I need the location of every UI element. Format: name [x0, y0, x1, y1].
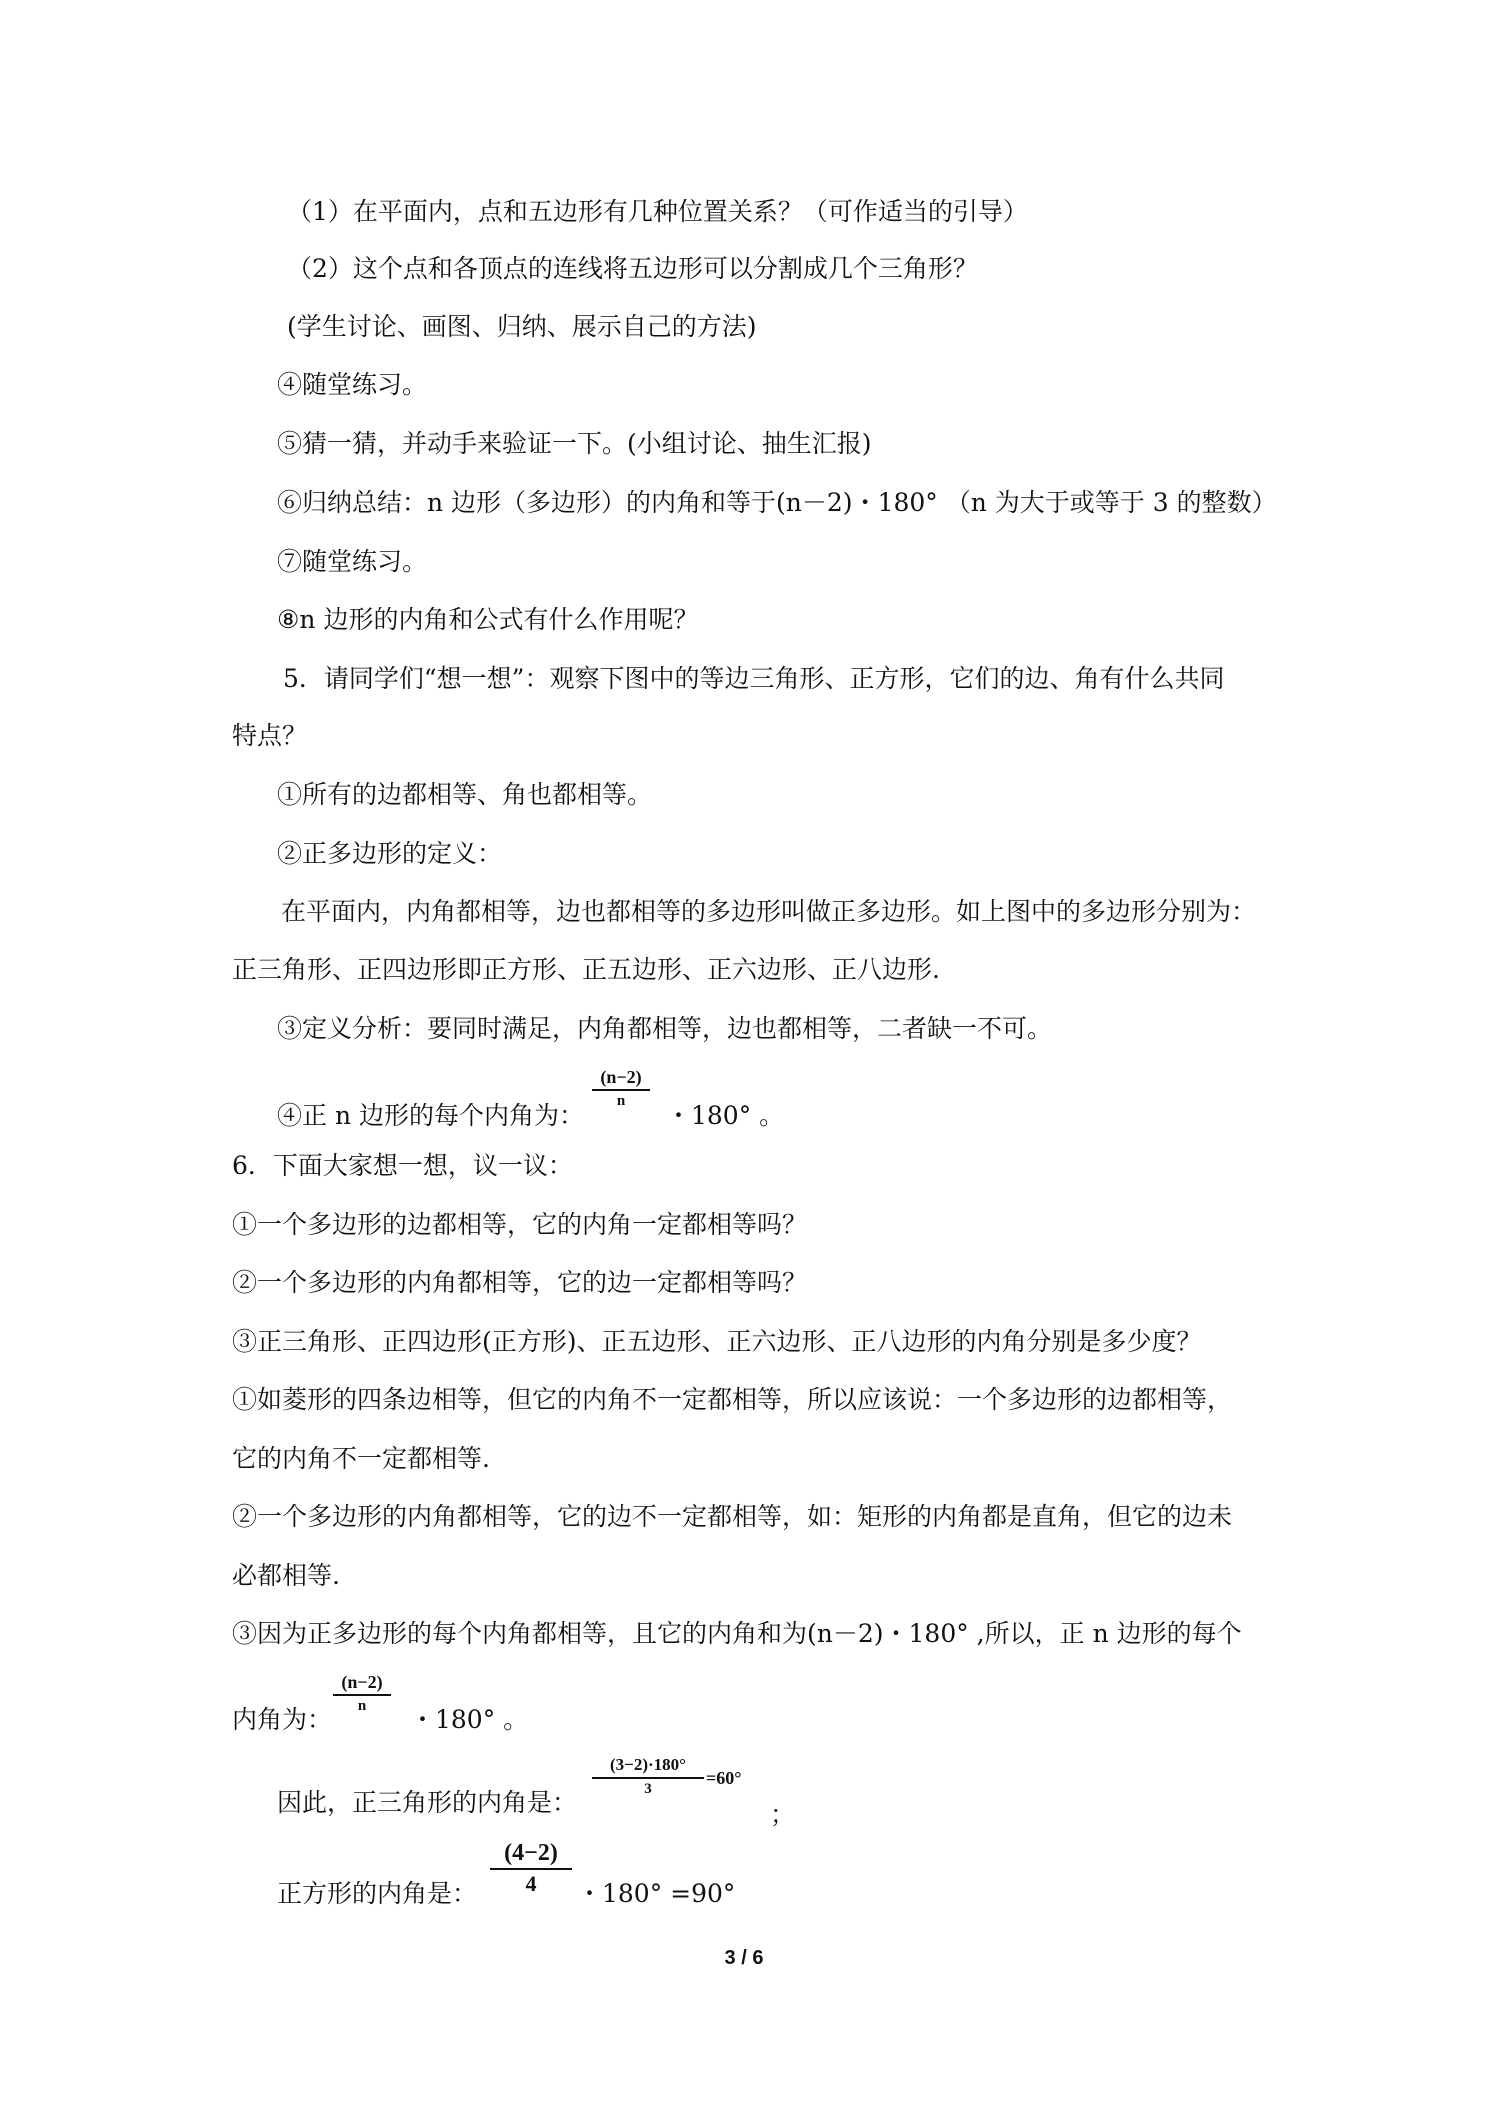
fraction-denominator: 3	[644, 1781, 652, 1797]
paragraph-line: ⑧n 边形的内角和公式有什么作用呢？	[277, 605, 699, 634]
paragraph-line: ⑤猜一猜，并动手来验证一下。(小组讨论、抽生汇报)	[277, 429, 872, 458]
paragraph-line: ④正 n 边形的每个内角为：	[277, 1101, 584, 1130]
paragraph-line: ③正三角形、正四边形(正方形)、正五边形、正六边形、正八边形的内角分别是多少度？	[232, 1327, 1202, 1356]
page-number: 3 / 6	[724, 1947, 764, 1969]
paragraph-line: 6．下面大家想一想，议一议：	[232, 1151, 573, 1180]
fraction-denominator: 4	[525, 1871, 537, 1896]
paragraph-line: ・180° 。	[410, 1705, 529, 1734]
paragraph-line: 必都相等.	[232, 1561, 340, 1590]
paragraph-line: 正方形的内角是：	[277, 1879, 478, 1908]
paragraph-line: ；	[770, 1800, 796, 1829]
fraction-denominator: n	[357, 1698, 367, 1714]
paragraph-line: 内角为：	[232, 1705, 333, 1734]
paragraph-line: 因此，正三角形的内角是：	[277, 1788, 578, 1817]
paragraph-line: ①所有的边都相等、角也都相等。	[277, 780, 653, 809]
paragraph-line: ・180° =90°	[577, 1879, 736, 1908]
paragraph-line: ③定义分析：要同时满足，内角都相等，边也都相等，二者缺一不可。	[277, 1014, 1053, 1043]
paragraph-line: ①如菱形的四条边相等，但它的内角不一定都相等，所以应该说：一个多边形的边都相等，	[232, 1385, 1233, 1414]
paragraph-line: （1）在平面内，点和五边形有几种位置关系？（可作适当的引导）	[287, 197, 1028, 226]
paragraph-line: (学生讨论、画图、归纳、展示自己的方法)	[287, 312, 757, 341]
fraction-denominator: n	[616, 1093, 626, 1109]
paragraph-line: ・180° 。	[666, 1101, 785, 1130]
fraction-numerator: (n−2)	[600, 1067, 642, 1087]
paragraph-line: ③因为正多边形的每个内角都相等，且它的内角和为(n－2)・180° ,所以，正 n 边形的每个	[232, 1619, 1242, 1648]
fraction-bar	[592, 1089, 650, 1091]
fraction-result: =60°	[706, 1768, 742, 1788]
paragraph-line: ⑥归纳总结：n 边形（多边形）的内角和等于(n－2)・180° （n 为大于或等于 3 的整数）	[277, 488, 1277, 517]
fraction-formula	[333, 1672, 391, 1714]
paragraph-line: 正三角形、正四边形即正方形、正五边形、正六边形、正八边形.	[232, 955, 940, 984]
paragraph-line: 在平面内，内角都相等，边也都相等的多边形叫做正多边形。如上图中的多边形分别为：	[281, 897, 1257, 926]
paragraph-line: ⑦随堂练习。	[277, 547, 428, 576]
fraction-bar	[490, 1868, 572, 1870]
paragraph-line: ④随堂练习。	[277, 370, 428, 399]
fraction-bar	[592, 1777, 704, 1779]
fraction-numerator: (n−2)	[341, 1672, 383, 1692]
fraction-numerator: (4−2)	[504, 1840, 558, 1866]
paragraph-line: ①一个多边形的边都相等，它的内角一定都相等吗？	[232, 1210, 808, 1239]
paragraph-line: 5．请同学们“想一想”：观察下图中的等边三角形、正方形，它们的边、角有什么共同	[283, 664, 1225, 693]
fraction-numerator: (3−2)·180°	[610, 1755, 686, 1774]
paragraph-line: ②一个多边形的内角都相等，它的边不一定都相等，如：矩形的内角都是直角，但它的边未	[232, 1502, 1233, 1531]
fraction-bar	[333, 1694, 391, 1696]
fraction-formula	[490, 1840, 572, 1896]
paragraph-line: （2）这个点和各顶点的连线将五边形可以分割成几个三角形？	[287, 254, 978, 283]
fraction-formula	[592, 1755, 704, 1797]
paragraph-line: 特点？	[232, 721, 308, 750]
paragraph-line: ②正多边形的定义：	[277, 839, 503, 868]
paragraph-line: 它的内角不一定都相等.	[232, 1444, 490, 1473]
fraction-formula	[592, 1067, 650, 1109]
paragraph-line: ②一个多边形的内角都相等，它的边一定都相等吗？	[232, 1268, 808, 1297]
